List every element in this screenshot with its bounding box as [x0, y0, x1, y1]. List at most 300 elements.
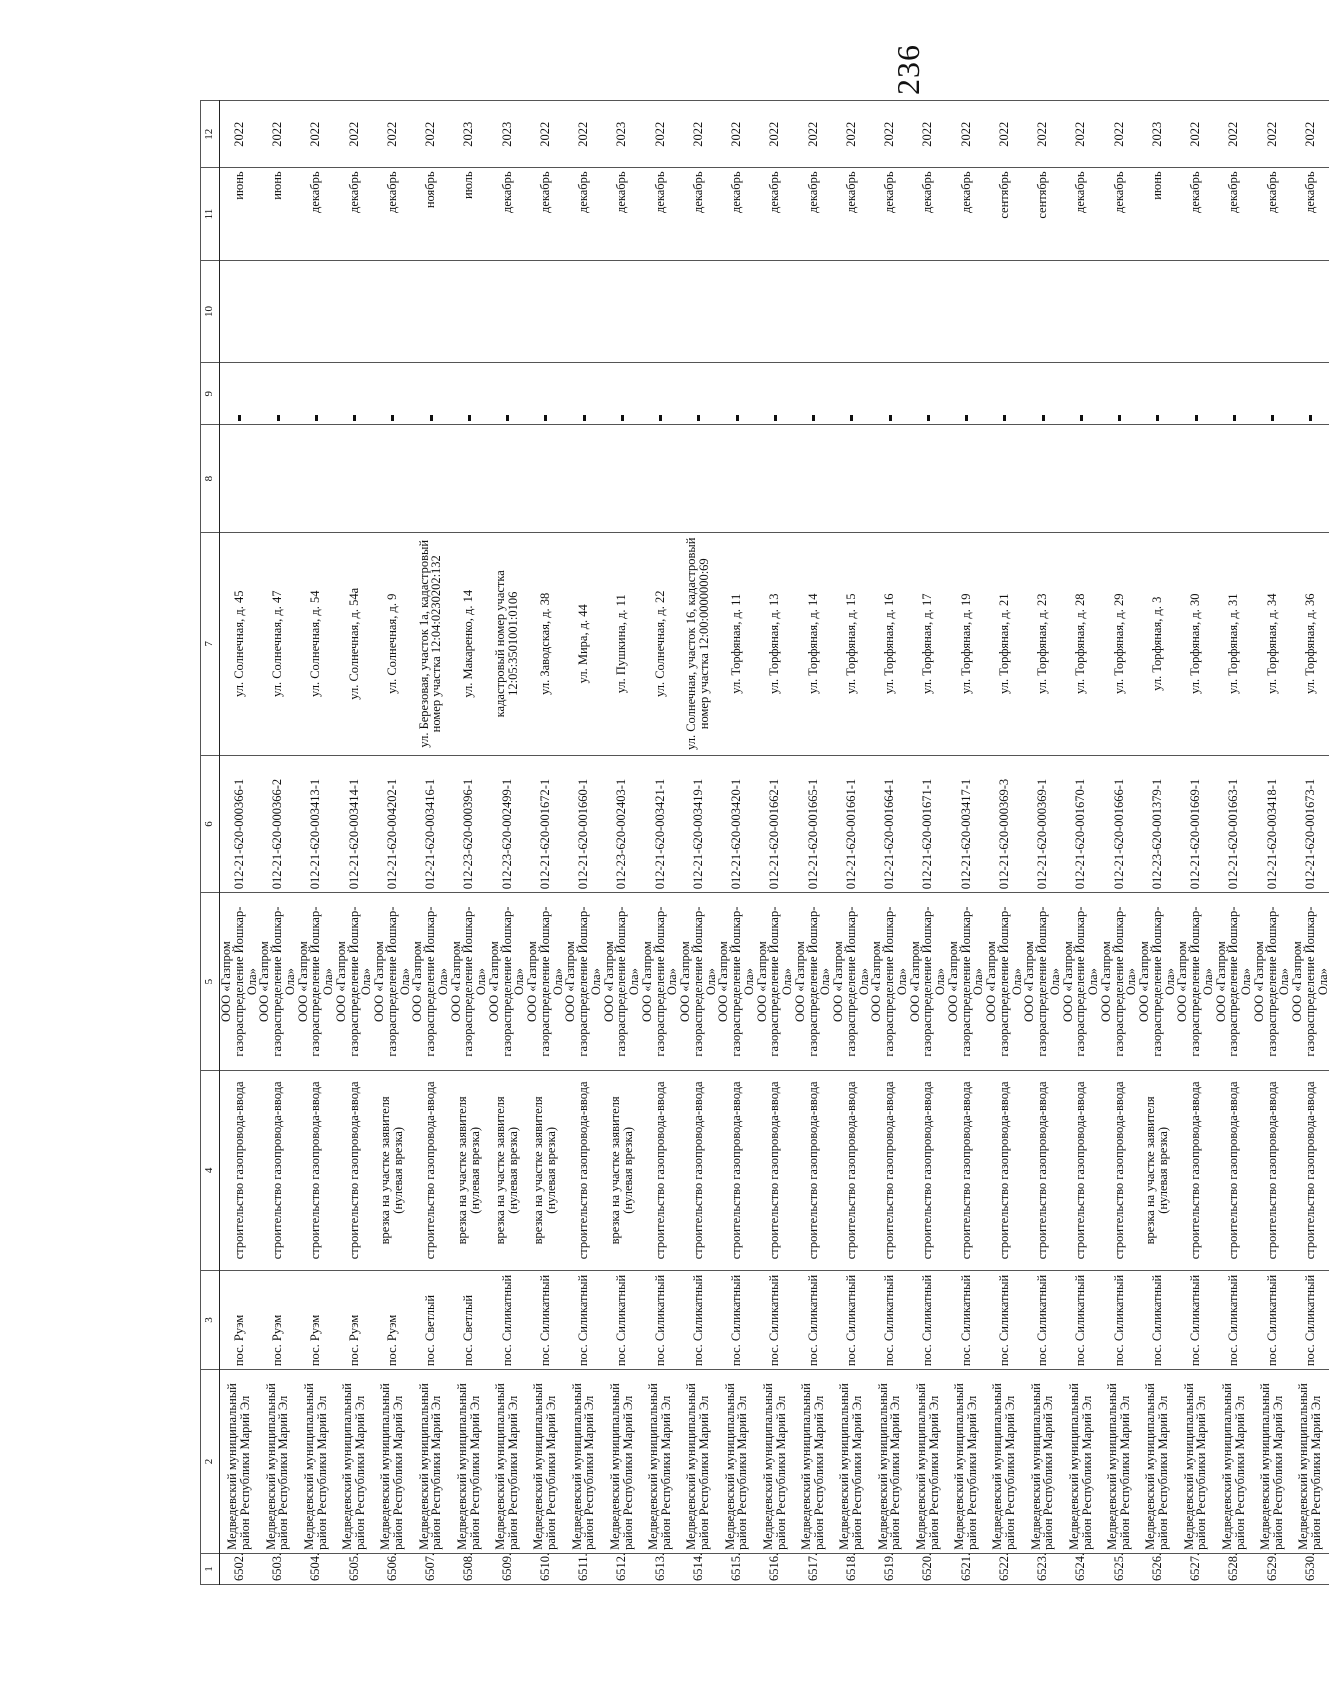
- table-row: [985, 101, 1023, 1585]
- settlement-cell: пос. Силикатный: [832, 1270, 870, 1369]
- header-row: [201, 101, 220, 1585]
- empty-cell-10: [756, 260, 794, 362]
- empty-cell-10: [220, 260, 259, 362]
- district-cell: Медведевский муниципальный район Республики Марий Эл: [756, 1370, 794, 1554]
- district-cell: Медведевский муниципальный район Республики Марий Эл: [909, 1370, 947, 1554]
- rotated-table-container: [200, 100, 1330, 1585]
- marker-cell: [450, 363, 488, 425]
- dash-marker-icon: [583, 415, 586, 421]
- table-row: [258, 101, 296, 1585]
- year-cell: 2022: [985, 101, 1023, 168]
- address-cell: ул. Торфяная, д. 36: [1291, 532, 1329, 755]
- dash-marker-icon: [850, 415, 853, 421]
- organization-cell: ООО «Газпром газораспределение Йошкар-Ола»: [488, 893, 526, 1071]
- district-cell: Медведевский муниципальный район Республики Марий Эл: [297, 1370, 335, 1554]
- table-row: [488, 101, 526, 1585]
- address-cell: кадастровый номер участка 12:05:3501001:0106: [488, 532, 526, 755]
- year-cell: 2022: [717, 101, 755, 168]
- settlement-cell: пос. Силикатный: [603, 1270, 641, 1369]
- empty-cell-8: [297, 425, 335, 532]
- table-row: [564, 101, 602, 1585]
- settlement-cell: пос. Силикатный: [679, 1270, 717, 1369]
- work-type-cell: врезка на участке заявителя (нулевая врезка): [603, 1070, 641, 1270]
- organization-cell: ООО «Газпром газораспределение Йошкар-Ола»: [794, 893, 832, 1071]
- settlement-cell: пос. Силикатный: [641, 1270, 679, 1369]
- work-type-cell: строительство газопровода-ввода: [909, 1070, 947, 1270]
- district-cell: Медведевский муниципальный район Республики Марий Эл: [450, 1370, 488, 1554]
- address-cell: ул. Торфяная, д. 3: [1138, 532, 1176, 755]
- address-cell: ул. Березовая, участок 1а, кадастровый номер участка 12:04:0230202:132: [411, 532, 449, 755]
- dash-marker-icon: [621, 415, 624, 421]
- settlement-cell: пос. Силикатный: [1215, 1270, 1253, 1369]
- year-cell: 2022: [832, 101, 870, 168]
- settlement-cell: пос. Силикатный: [756, 1270, 794, 1369]
- empty-cell-8: [335, 425, 373, 532]
- settlement-cell: пос. Руэм: [373, 1270, 411, 1369]
- empty-cell-8: [794, 425, 832, 532]
- organization-cell: ООО «Газпром газораспределение Йошкар-Ола»: [526, 893, 564, 1071]
- organization-cell: ООО «Газпром газораспределение Йошкар-Ола»: [1176, 893, 1214, 1071]
- year-cell: 2023: [488, 101, 526, 168]
- application-code-cell: 012-23-620-002403-1: [603, 755, 641, 893]
- application-code-cell: 012-23-620-001379-1: [1138, 755, 1176, 893]
- table-row: [1100, 101, 1138, 1585]
- header-col-2: 2: [201, 1370, 220, 1554]
- empty-cell-8: [641, 425, 679, 532]
- empty-cell-10: [985, 260, 1023, 362]
- settlement-cell: пос. Светлый: [450, 1270, 488, 1369]
- application-code-cell: 012-21-620-001671-1: [909, 755, 947, 893]
- work-type-cell: строительство газопровода-ввода: [297, 1070, 335, 1270]
- settlement-cell: пос. Силикатный: [947, 1270, 985, 1369]
- register-table: [200, 100, 1329, 1585]
- application-code-cell: 012-21-620-003417-1: [947, 755, 985, 893]
- year-cell: 2022: [411, 101, 449, 168]
- application-code-cell: 012-21-620-003413-1: [297, 755, 335, 893]
- district-cell: Медведевский муниципальный район Республики Марий Эл: [1138, 1370, 1176, 1554]
- address-cell: ул. Солнечная, д. 45: [220, 532, 259, 755]
- empty-cell-10: [832, 260, 870, 362]
- row-number-cell: 6503.: [258, 1553, 296, 1584]
- organization-cell: ООО «Газпром газораспределение Йошкар-Ола»: [985, 893, 1023, 1071]
- work-type-cell: строительство газопровода-ввода: [258, 1070, 296, 1270]
- month-cell: декабрь: [1062, 168, 1100, 260]
- dash-marker-icon: [697, 415, 700, 421]
- application-code-cell: 012-21-620-001669-1: [1176, 755, 1214, 893]
- work-type-cell: строительство газопровода-ввода: [717, 1070, 755, 1270]
- header-col-6: 6: [201, 755, 220, 893]
- empty-cell-10: [641, 260, 679, 362]
- row-number-cell: 6527.: [1176, 1553, 1214, 1584]
- empty-cell-8: [1291, 425, 1329, 532]
- marker-cell: [220, 363, 259, 425]
- address-cell: ул. Пушкина, д. 11: [603, 532, 641, 755]
- page-number: 236: [890, 44, 926, 95]
- dash-marker-icon: [927, 415, 930, 421]
- table-row: [220, 101, 259, 1585]
- work-type-cell: врезка на участке заявителя (нулевая врезка): [1138, 1070, 1176, 1270]
- settlement-cell: пос. Силикатный: [717, 1270, 755, 1369]
- settlement-cell: пос. Руэм: [220, 1270, 259, 1369]
- empty-cell-8: [985, 425, 1023, 532]
- district-cell: Медведевский муниципальный район Республики Марий Эл: [1062, 1370, 1100, 1554]
- month-cell: ноябрь: [411, 168, 449, 260]
- row-number-cell: 6530.: [1291, 1553, 1329, 1584]
- address-cell: ул. Торфяная, д. 23: [1023, 532, 1061, 755]
- address-cell: ул. Торфяная, д. 15: [832, 532, 870, 755]
- application-code-cell: 012-21-620-000369-1: [1023, 755, 1061, 893]
- table-row: [870, 101, 908, 1585]
- marker-cell: [1062, 363, 1100, 425]
- row-number-cell: 6511.: [564, 1553, 602, 1584]
- empty-cell-10: [1100, 260, 1138, 362]
- district-cell: Медведевский муниципальный район Республики Марий Эл: [641, 1370, 679, 1554]
- empty-cell-8: [756, 425, 794, 532]
- address-cell: ул. Торфяная, д. 16: [870, 532, 908, 755]
- application-code-cell: 012-21-620-004202-1: [373, 755, 411, 893]
- empty-cell-10: [1176, 260, 1214, 362]
- work-type-cell: строительство газопровода-ввода: [985, 1070, 1023, 1270]
- dash-marker-icon: [277, 415, 280, 421]
- district-cell: Медведевский муниципальный район Республики Марий Эл: [717, 1370, 755, 1554]
- year-cell: 2022: [373, 101, 411, 168]
- dash-marker-icon: [353, 415, 356, 421]
- empty-cell-10: [1023, 260, 1061, 362]
- year-cell: 2022: [297, 101, 335, 168]
- empty-cell-8: [1138, 425, 1176, 532]
- work-type-cell: строительство газопровода-ввода: [411, 1070, 449, 1270]
- table-row: [1138, 101, 1176, 1585]
- work-type-cell: строительство газопровода-ввода: [1176, 1070, 1214, 1270]
- marker-cell: [373, 363, 411, 425]
- work-type-cell: врезка на участке заявителя (нулевая врезка): [450, 1070, 488, 1270]
- work-type-cell: врезка на участке заявителя (нулевая врезка): [526, 1070, 564, 1270]
- organization-cell: ООО «Газпром газораспределение Йошкар-Ола»: [373, 893, 411, 1071]
- district-cell: Медведевский муниципальный район Республики Марий Эл: [1253, 1370, 1291, 1554]
- table-row: [794, 101, 832, 1585]
- table-row: [1062, 101, 1100, 1585]
- marker-cell: [641, 363, 679, 425]
- marker-cell: [1023, 363, 1061, 425]
- table-body: [220, 101, 1330, 1585]
- year-cell: 2022: [679, 101, 717, 168]
- header-col-12: 12: [201, 101, 220, 168]
- address-cell: ул. Солнечная, д. 47: [258, 532, 296, 755]
- month-cell: сентябрь: [1023, 168, 1061, 260]
- district-cell: Медведевский муниципальный район Республики Марий Эл: [1291, 1370, 1329, 1554]
- header-col-4: 4: [201, 1070, 220, 1270]
- organization-cell: ООО «Газпром газораспределение Йошкар-Ола»: [909, 893, 947, 1071]
- application-code-cell: 012-21-620-003414-1: [335, 755, 373, 893]
- work-type-cell: строительство газопровода-ввода: [335, 1070, 373, 1270]
- marker-cell: [1176, 363, 1214, 425]
- year-cell: 2023: [1138, 101, 1176, 168]
- row-number-cell: 6520.: [909, 1553, 947, 1584]
- work-type-cell: строительство газопровода-ввода: [679, 1070, 717, 1270]
- header-col-3: 3: [201, 1270, 220, 1369]
- settlement-cell: пос. Руэм: [258, 1270, 296, 1369]
- table-row: [450, 101, 488, 1585]
- empty-cell-10: [947, 260, 985, 362]
- marker-cell: [411, 363, 449, 425]
- table-row: [756, 101, 794, 1585]
- table-row: [335, 101, 373, 1585]
- organization-cell: ООО «Газпром газораспределение Йошкар-Ола»: [947, 893, 985, 1071]
- empty-cell-10: [794, 260, 832, 362]
- work-type-cell: строительство газопровода-ввода: [794, 1070, 832, 1270]
- dash-marker-icon: [430, 415, 433, 421]
- dash-marker-icon: [965, 415, 968, 421]
- organization-cell: ООО «Газпром газораспределение Йошкар-Ола»: [870, 893, 908, 1071]
- month-cell: декабрь: [1100, 168, 1138, 260]
- marker-cell: [909, 363, 947, 425]
- month-cell: декабрь: [297, 168, 335, 260]
- district-cell: Медведевский муниципальный район Республики Марий Эл: [220, 1370, 259, 1554]
- organization-cell: ООО «Газпром газораспределение Йошкар-Ола»: [756, 893, 794, 1071]
- district-cell: Медведевский муниципальный район Республики Марий Эл: [1100, 1370, 1138, 1554]
- settlement-cell: пос. Силикатный: [488, 1270, 526, 1369]
- empty-cell-8: [947, 425, 985, 532]
- organization-cell: ООО «Газпром газораспределение Йошкар-Ола»: [258, 893, 296, 1071]
- empty-cell-10: [488, 260, 526, 362]
- marker-cell: [335, 363, 373, 425]
- row-number-cell: 6524.: [1062, 1553, 1100, 1584]
- month-cell: июнь: [258, 168, 296, 260]
- year-cell: 2022: [335, 101, 373, 168]
- district-cell: Медведевский муниципальный район Республики Марий Эл: [832, 1370, 870, 1554]
- address-cell: ул. Торфяная, д. 28: [1062, 532, 1100, 755]
- district-cell: Медведевский муниципальный район Республики Марий Эл: [870, 1370, 908, 1554]
- work-type-cell: строительство газопровода-ввода: [870, 1070, 908, 1270]
- row-number-cell: 6523.: [1023, 1553, 1061, 1584]
- empty-cell-10: [870, 260, 908, 362]
- month-cell: декабрь: [679, 168, 717, 260]
- year-cell: 2022: [1176, 101, 1214, 168]
- organization-cell: ООО «Газпром газораспределение Йошкар-Ола»: [603, 893, 641, 1071]
- table-row: [679, 101, 717, 1585]
- application-code-cell: 012-21-620-001672-1: [526, 755, 564, 893]
- application-code-cell: 012-21-620-001660-1: [564, 755, 602, 893]
- district-cell: Медведевский муниципальный район Республики Марий Эл: [526, 1370, 564, 1554]
- empty-cell-10: [1062, 260, 1100, 362]
- application-code-cell: 012-21-620-001662-1: [756, 755, 794, 893]
- work-type-cell: строительство газопровода-ввода: [220, 1070, 259, 1270]
- empty-cell-10: [450, 260, 488, 362]
- dash-marker-icon: [315, 415, 318, 421]
- address-cell: ул. Макаренко, д. 14: [450, 532, 488, 755]
- work-type-cell: строительство газопровода-ввода: [564, 1070, 602, 1270]
- address-cell: ул. Солнечная, д. 54: [297, 532, 335, 755]
- marker-cell: [832, 363, 870, 425]
- table-row: [373, 101, 411, 1585]
- district-cell: Медведевский муниципальный район Республики Марий Эл: [258, 1370, 296, 1554]
- year-cell: 2022: [1291, 101, 1329, 168]
- empty-cell-8: [870, 425, 908, 532]
- month-cell: декабрь: [1291, 168, 1329, 260]
- application-code-cell: 012-23-620-002499-1: [488, 755, 526, 893]
- district-cell: Медведевский муниципальный район Республики Марий Эл: [564, 1370, 602, 1554]
- month-cell: декабрь: [335, 168, 373, 260]
- month-cell: июнь: [1138, 168, 1176, 260]
- work-type-cell: строительство газопровода-ввода: [756, 1070, 794, 1270]
- application-code-cell: 012-21-620-001666-1: [1100, 755, 1138, 893]
- row-number-cell: 6514.: [679, 1553, 717, 1584]
- address-cell: ул. Мира, д. 44: [564, 532, 602, 755]
- month-cell: декабрь: [373, 168, 411, 260]
- year-cell: 2022: [1023, 101, 1061, 168]
- row-number-cell: 6525.: [1100, 1553, 1138, 1584]
- dash-marker-icon: [1118, 415, 1121, 421]
- settlement-cell: пос. Силикатный: [526, 1270, 564, 1369]
- row-number-cell: 6519.: [870, 1553, 908, 1584]
- table-row: [1023, 101, 1061, 1585]
- row-number-cell: 6529.: [1253, 1553, 1291, 1584]
- district-cell: Медведевский муниципальный район Республики Марий Эл: [373, 1370, 411, 1554]
- empty-cell-8: [603, 425, 641, 532]
- dash-marker-icon: [506, 415, 509, 421]
- district-cell: Медведевский муниципальный район Республики Марий Эл: [335, 1370, 373, 1554]
- month-cell: июль: [450, 168, 488, 260]
- row-number-cell: 6528.: [1215, 1553, 1253, 1584]
- dash-marker-icon: [544, 415, 547, 421]
- table-row: [411, 101, 449, 1585]
- empty-cell-8: [1100, 425, 1138, 532]
- row-number-cell: 6512.: [603, 1553, 641, 1584]
- table-row: [1291, 101, 1329, 1585]
- settlement-cell: пос. Руэм: [335, 1270, 373, 1369]
- work-type-cell: строительство газопровода-ввода: [947, 1070, 985, 1270]
- empty-cell-8: [1215, 425, 1253, 532]
- month-cell: декабрь: [1253, 168, 1291, 260]
- marker-cell: [526, 363, 564, 425]
- month-cell: декабрь: [832, 168, 870, 260]
- empty-cell-8: [832, 425, 870, 532]
- table-row: [603, 101, 641, 1585]
- year-cell: 2022: [756, 101, 794, 168]
- row-number-cell: 6522.: [985, 1553, 1023, 1584]
- marker-cell: [679, 363, 717, 425]
- work-type-cell: строительство газопровода-ввода: [832, 1070, 870, 1270]
- empty-cell-8: [258, 425, 296, 532]
- district-cell: Медведевский муниципальный район Республики Марий Эл: [603, 1370, 641, 1554]
- dash-marker-icon: [468, 415, 471, 421]
- empty-cell-8: [411, 425, 449, 532]
- empty-cell-10: [297, 260, 335, 362]
- organization-cell: ООО «Газпром газораспределение Йошкар-Ола»: [450, 893, 488, 1071]
- marker-cell: [756, 363, 794, 425]
- application-code-cell: 012-23-620-000396-1: [450, 755, 488, 893]
- marker-cell: [870, 363, 908, 425]
- district-cell: Медведевский муниципальный район Республики Марий Эл: [411, 1370, 449, 1554]
- year-cell: 2022: [258, 101, 296, 168]
- year-cell: 2022: [641, 101, 679, 168]
- empty-cell-8: [450, 425, 488, 532]
- year-cell: 2022: [794, 101, 832, 168]
- row-number-cell: 6517.: [794, 1553, 832, 1584]
- address-cell: ул. Заводская, д. 38: [526, 532, 564, 755]
- marker-cell: [603, 363, 641, 425]
- district-cell: Медведевский муниципальный район Республики Марий Эл: [985, 1370, 1023, 1554]
- organization-cell: ООО «Газпром газораспределение Йошкар-Ола»: [1138, 893, 1176, 1071]
- organization-cell: ООО «Газпром газораспределение Йошкар-Ола»: [220, 893, 259, 1071]
- marker-cell: [297, 363, 335, 425]
- organization-cell: ООО «Газпром газораспределение Йошкар-Ола»: [832, 893, 870, 1071]
- month-cell: июнь: [220, 168, 259, 260]
- year-cell: 2022: [909, 101, 947, 168]
- year-cell: 2022: [220, 101, 259, 168]
- address-cell: ул. Торфяная, д. 34: [1253, 532, 1291, 755]
- settlement-cell: пос. Силикатный: [1253, 1270, 1291, 1369]
- district-cell: Медведевский муниципальный район Республики Марий Эл: [488, 1370, 526, 1554]
- application-code-cell: 012-21-620-003420-1: [717, 755, 755, 893]
- address-cell: ул. Торфяная, д. 29: [1100, 532, 1138, 755]
- settlement-cell: пос. Силикатный: [1291, 1270, 1329, 1369]
- header-col-11: 11: [201, 168, 220, 260]
- dash-marker-icon: [736, 415, 739, 421]
- year-cell: 2022: [1215, 101, 1253, 168]
- marker-cell: [985, 363, 1023, 425]
- settlement-cell: пос. Силикатный: [564, 1270, 602, 1369]
- work-type-cell: врезка на участке заявителя (нулевая врезка): [488, 1070, 526, 1270]
- row-number-cell: 6506.: [373, 1553, 411, 1584]
- marker-cell: [1253, 363, 1291, 425]
- settlement-cell: пос. Силикатный: [1023, 1270, 1061, 1369]
- dash-marker-icon: [1003, 415, 1006, 421]
- month-cell: декабрь: [870, 168, 908, 260]
- empty-cell-8: [679, 425, 717, 532]
- dash-marker-icon: [1080, 415, 1083, 421]
- marker-cell: [794, 363, 832, 425]
- work-type-cell: строительство газопровода-ввода: [641, 1070, 679, 1270]
- application-code-cell: 012-21-620-001665-1: [794, 755, 832, 893]
- empty-cell-10: [373, 260, 411, 362]
- organization-cell: ООО «Газпром газораспределение Йошкар-Ола»: [1291, 893, 1329, 1071]
- year-cell: 2022: [1253, 101, 1291, 168]
- empty-cell-10: [564, 260, 602, 362]
- work-type-cell: строительство газопровода-ввода: [1215, 1070, 1253, 1270]
- header-col-1: 1: [201, 1553, 220, 1584]
- district-cell: Медведевский муниципальный район Республики Марий Эл: [794, 1370, 832, 1554]
- marker-cell: [1291, 363, 1329, 425]
- empty-cell-10: [909, 260, 947, 362]
- empty-cell-8: [1253, 425, 1291, 532]
- empty-cell-10: [717, 260, 755, 362]
- dash-marker-icon: [1195, 415, 1198, 421]
- work-type-cell: строительство газопровода-ввода: [1062, 1070, 1100, 1270]
- settlement-cell: пос. Силикатный: [1138, 1270, 1176, 1369]
- month-cell: декабрь: [756, 168, 794, 260]
- empty-cell-10: [1291, 260, 1329, 362]
- year-cell: 2022: [947, 101, 985, 168]
- address-cell: ул. Торфяная, д. 14: [794, 532, 832, 755]
- settlement-cell: пос. Силикатный: [794, 1270, 832, 1369]
- application-code-cell: 012-21-620-000366-1: [220, 755, 259, 893]
- settlement-cell: пос. Силикатный: [870, 1270, 908, 1369]
- work-type-cell: строительство газопровода-ввода: [1023, 1070, 1061, 1270]
- organization-cell: ООО «Газпром газораспределение Йошкар-Ола»: [641, 893, 679, 1071]
- header-col-9: 9: [201, 363, 220, 425]
- row-number-cell: 6521.: [947, 1553, 985, 1584]
- marker-cell: [488, 363, 526, 425]
- marker-cell: [258, 363, 296, 425]
- month-cell: декабрь: [1215, 168, 1253, 260]
- row-number-cell: 6509.: [488, 1553, 526, 1584]
- empty-cell-8: [1062, 425, 1100, 532]
- month-cell: декабрь: [909, 168, 947, 260]
- empty-cell-10: [1138, 260, 1176, 362]
- address-cell: ул. Торфяная, д. 17: [909, 532, 947, 755]
- empty-cell-10: [1215, 260, 1253, 362]
